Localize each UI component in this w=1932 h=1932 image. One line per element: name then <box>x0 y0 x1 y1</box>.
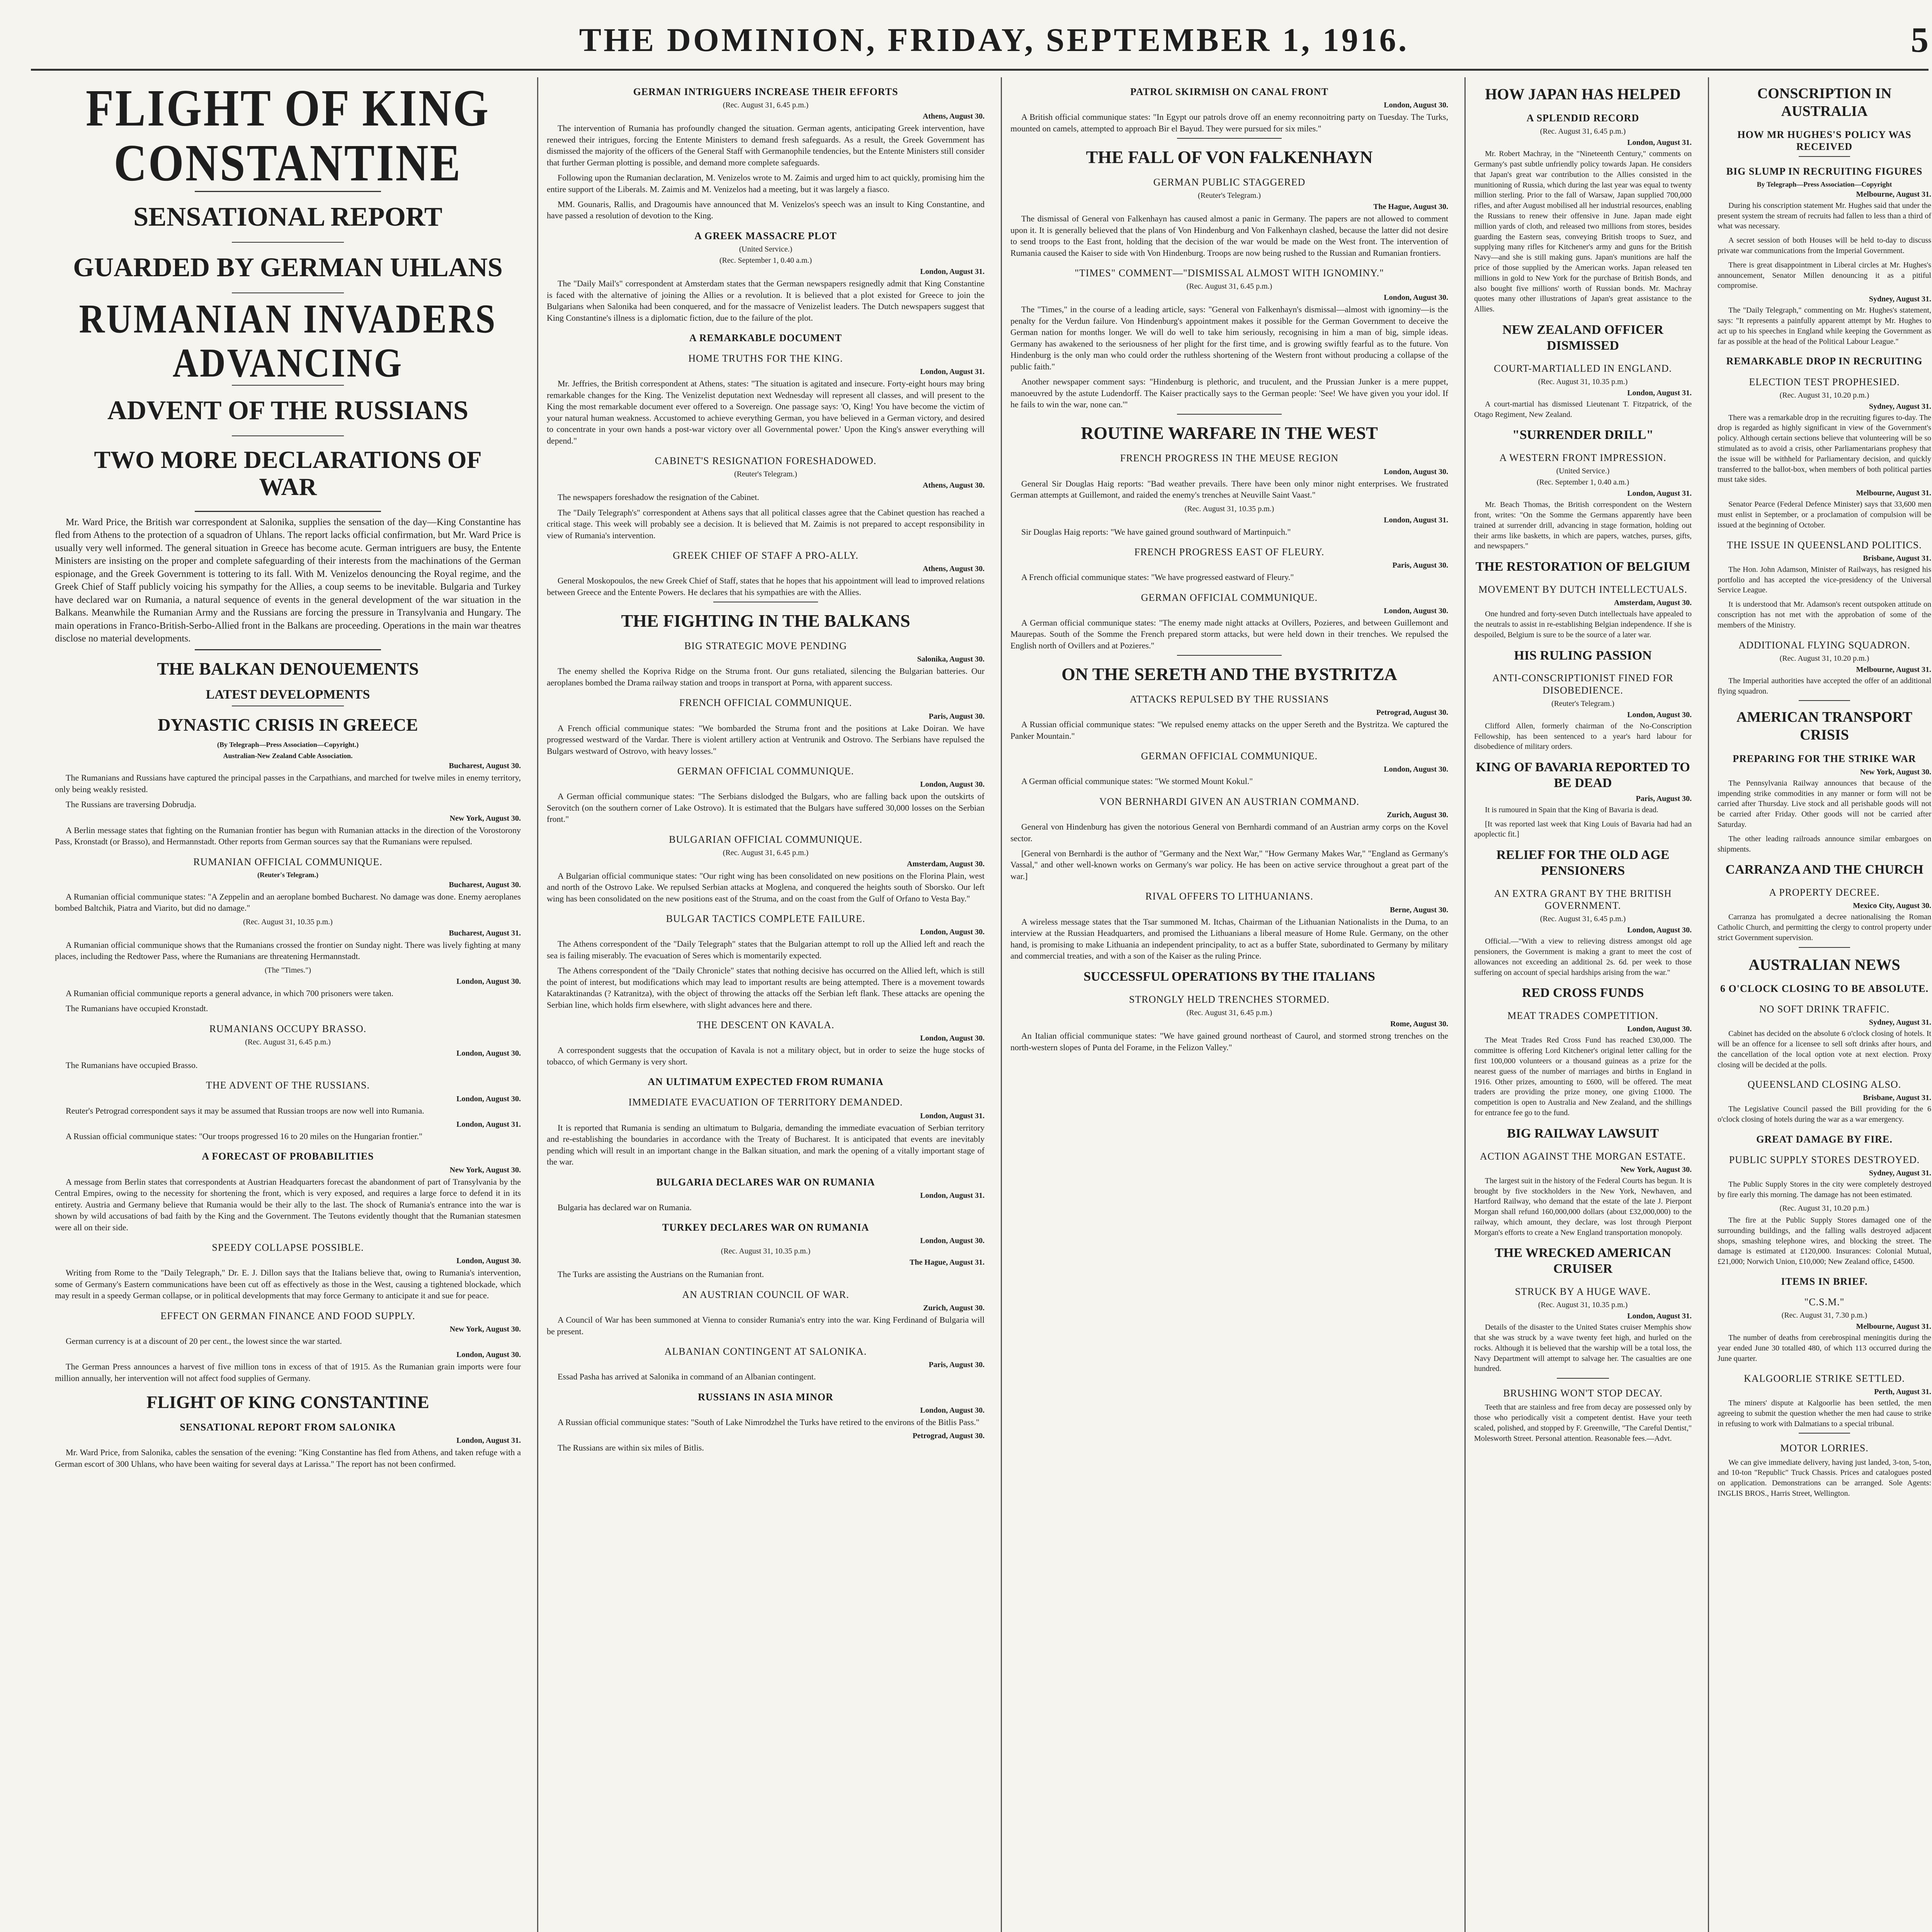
dateline: Amsterdam, August 30. <box>906 859 985 868</box>
paragraph: The German Press announces a harvest of five million tons in excess of that of 1915. As the Rumanian grain imports were four million annually, her intervention will not affect food supplies of Germany. <box>55 1362 521 1383</box>
dateline: Mexico City, August 30. <box>1853 901 1931 910</box>
dateline: London, August 30. <box>920 1034 985 1043</box>
paragraph: MM. Gounaris, Rallis, and Dragoumis have announced that M. Venizelos's speech was an insult to King Constantine, and have passed a resolution of devotion to the King. <box>547 199 985 221</box>
paragraph: The "Daily Mail's" correspondent at Amsterdam states that the German newspapers resignedly admit that King Constantine is faced with the alternative of joining the Allies or a revolution. It is believed that a plot existed for Greece to join the Bulgarians when Salonika had been conquered, and for the massacre of Venizelist leaders. The Dutch newspapers suggest that King Constantine's illness is a diplomatic fiction, due to the failure of the plot. <box>547 279 985 323</box>
dateline: Sydney, August 31. <box>1869 402 1931 411</box>
dateline: New York, August 30. <box>449 814 521 823</box>
paragraph: Mr. Beach Thomas, the British correspondent on the Western front, writes: "On the Somme the Germans apparently have been trained at surrender drill, advancing in stage formation, holding out their arms like basketts, in which are papers, watches, purses, gifts, and newspapers." <box>1474 500 1692 551</box>
paragraph: Official.—"With a view to relieving distress amongst old age pensioners, the Government is making a grant to meet the cost of allowances not exceeding an additional 2s. 6d. per week to those suffering on account of special hardships arising from the war." <box>1474 937 1692 977</box>
section-dynastic-crisis: DYNASTIC CRISIS IN GREECE <box>158 715 418 735</box>
dateline: Salonika, August 30. <box>917 655 985 664</box>
dateline: Petrograd, August 30. <box>1376 708 1448 717</box>
section-belgium: THE RESTORATION OF BELGIUM <box>1475 560 1690 574</box>
subhead: BIG SLUMP IN RECRUITING FIGURES <box>1726 165 1923 177</box>
paragraph: A Rumanian official communique states: "A Zeppelin and an aeroplane bombed Bucharest. No damage was done. Enemy aeroplanes bombed Baltchik, Piatra and Viarito, but did no damage." <box>55 891 521 913</box>
deck-rumanian-line-2: ADVANCING <box>172 340 403 386</box>
paragraph: The number of deaths from cerebrospinal meningitis during the year ended June 30 totalled 480, of which 113 occurred during the June quarter. <box>1718 1333 1931 1363</box>
subhead: A PROPERTY DECREE. <box>1769 887 1880 898</box>
paragraph: Details of the disaster to the United States cruiser Memphis show that she was struck by a wave twenty feet high, and hurled on the rocks. Although it is believed that the warship will be a total loss, the Navy Department will attempt to salvage her. The casualties are one hundred. <box>1474 1323 1692 1373</box>
dateline: Perth, August 31. <box>1874 1387 1931 1396</box>
paragraph: The Rumanians and Russians have captured the principal passes in the Carpathians, and marched for twelve miles in enemy territory, only being weakly resisted. <box>55 773 521 794</box>
dateline: London, August 31. <box>920 1191 985 1200</box>
subhead: ADDITIONAL FLYING SQUADRON. <box>1738 639 1910 651</box>
subhead: QUEENSLAND CLOSING ALSO. <box>1747 1079 1901 1090</box>
received-line: (Rec. September 1, 0.40 a.m.) <box>1536 478 1629 487</box>
subhead: "C.S.M." <box>1804 1296 1845 1308</box>
section-japan: HOW JAPAN HAS HELPED <box>1485 85 1681 103</box>
subhead: HOME TRUTHS FOR THE KING. <box>688 353 843 364</box>
dateline: London, August 31. <box>920 267 985 276</box>
subhead: HOW MR HUGHES'S POLICY WAS RECEIVED <box>1737 129 1912 153</box>
dateline: Bucharest, August 30. <box>449 880 521 889</box>
paragraph: The fire at the Public Supply Stores damaged one of the surrounding buildings, and the falling walls destroyed adjacent shops, smashing telephone wires, and blocking the street. The damage is estimated at £120,000. Insurances: Colonial Mutual, £21,000; Norwich Union, £10,000; New Zealand office, £4500. <box>1718 1216 1931 1266</box>
divider <box>1177 655 1282 656</box>
subhead: RUMANIANS OCCUPY BRASSO. <box>209 1023 367 1034</box>
dateline: New York, August 30. <box>1860 767 1931 776</box>
credit-line: Australian-New Zealand Cable Association. <box>223 752 353 760</box>
paragraph: The Athens correspondent of the "Daily Chronicle" states that nothing decisive has occurred on the Allied left, which is still the point of interest, but modifications which may lead to important results are being attempted. There is a movement towards Kataraktinandas (? Katranitza), with the object of throwing the attacks off the Serbian left flank. These attacks are opening the Serbian line, which holds firm elsewhere, with slight advances here and there. <box>547 966 985 1010</box>
column-1 <box>46 77 529 1932</box>
subhead: IMMEDIATE EVACUATION OF TERRITORY DEMANDED. <box>628 1097 903 1108</box>
paragraph: The Legislative Council passed the Bill providing for the 6 o'clock closing of hotels during the war as a war emergency. <box>1718 1105 1931 1124</box>
paragraph: Senator Pearce (Federal Defence Minister) says that 33,600 men must enlist in September, or a proclamation of compulsion will be issued at the beginning of October. <box>1718 500 1931 529</box>
subhead: GREAT DAMAGE BY FIRE. <box>1756 1134 1893 1145</box>
divider <box>195 511 381 512</box>
page-number: 5 <box>1911 20 1929 60</box>
paragraph: The Turks are assisting the Austrians on the Rumanian front. <box>558 1269 764 1279</box>
divider <box>232 242 344 243</box>
paragraph: [General von Bernhardi is the author of "Germany and the Next War," "How Germany Makes War," "England as Germany's Vassal," and other well-known works on Germany's war policy. He has been on active service throughout a great part of the war.] <box>1010 849 1448 881</box>
divider <box>1557 1378 1609 1379</box>
subhead: A SPLENDID RECORD <box>1526 112 1639 124</box>
paragraph: Essad Pasha has arrived at Salonika in command of an Albanian contingent. <box>558 1372 816 1382</box>
dateline: Melbourne, August 31. <box>1856 665 1931 674</box>
column-2 <box>537 77 993 1932</box>
section-flight: FLIGHT OF KING CONSTANTINE <box>146 1392 429 1412</box>
section-bavaria: KING OF BAVARIA REPORTED TO BE DEAD <box>1476 760 1690 791</box>
paragraph: The intervention of Rumania has profoundly changed the situation. German agents, anticipating Greek intervention, have renewed their intrigues, forcing the Entente Ministers to demand fresh safeguards. As a result, the Greek Government has dismissed the majority of the officers of the General Staff with Germanophile tendencies, but the Entente Ministers still consider that further German plotting is possible, and demand more complete safeguards. <box>547 123 985 167</box>
section-australian-news: AUSTRALIAN NEWS <box>1748 956 1900 973</box>
subhead: MEAT TRADES COMPETITION. <box>1507 1010 1658 1022</box>
section-falkenhayn: THE FALL OF VON FALKENHAYN <box>1086 147 1373 167</box>
dateline: Bucharest, August 31. <box>449 929 521 937</box>
dateline: London, August 31. <box>920 367 985 376</box>
paragraph: A Rumanian official communique shows that the Rumanians crossed the frontier on Sunday night. There was lively fighting at many places, including the Redtower Pass, where the Rumanians are threatening Hermannstadt. <box>55 940 521 961</box>
paragraph: The miners' dispute at Kalgoorlie has been settled, the men agreeing to submit the question whether the men had cause to strike in refusing to work with Dalmatians to a special tribunal. <box>1718 1398 1931 1428</box>
section-fighting-balkans: THE FIGHTING IN THE BALKANS <box>621 611 910 631</box>
paragraph: A Russian official communique states: "Our troops progressed 16 to 20 miles on the Hungarian frontier." <box>66 1131 423 1141</box>
dateline: Bucharest, August 30. <box>449 762 521 770</box>
received-line: (Rec. August 31, 10.35 p.m.) <box>243 917 333 926</box>
paragraph: An Italian official communique states: "We have gained ground northeast of Caurol, and stormed strong trenches on the north-western slopes of Punta del Forame, in the Felizon Valley." <box>1010 1031 1448 1052</box>
paragraph: It is reported that Rumania is sending an ultimatum to Bulgaria, demanding the immediate evacuation of Serbian territory and re-establishing the boundaries in accordance with the Treaty of Bucharest. It is anticipated that events are inevitably pending which will result in an important change in the Balkan situation, and mark the opening of a vitally important stage of the war. <box>547 1122 985 1167</box>
deck-sensational-report: SENSATIONAL REPORT <box>133 202 442 232</box>
dateline: The Hague, August 31. <box>910 1258 985 1267</box>
received-line: (Rec. August 31, 6.45 p.m.) <box>245 1037 331 1046</box>
paragraph: The Pennsylvania Railway announces that because of the impending strike commodities in any manner or form will not be carried after Thursday. Live stock and all perishable goods will not be carried after Friday. Other goods will not be carried after Saturday. <box>1718 779 1931 829</box>
received-line: (Rec. August 31, 7.30 p.m.) <box>1781 1311 1867 1320</box>
dateline: London, August 30. <box>456 977 521 986</box>
dateline: London, August 30. <box>1384 606 1448 615</box>
paragraph: A wireless message states that the Tsar summoned M. Itchas, Chairman of the Lithuanian Nationalists in the Duma, to an interview at the Russian Headquarters, and promised the Lithuanians a liberal measure of Home Rule. Germany, on the other hand, is promising to make Lithuania an independent principality, to act as a buffer State, subordinated to Germany by military and commercial treaties, and with a son of the Kaiser as the ruling Prince. <box>1010 917 1448 961</box>
divider <box>1177 138 1282 139</box>
dateline: Paris, August 30. <box>929 1361 985 1369</box>
subhead: ELECTION TEST PROPHESIED. <box>1749 376 1900 388</box>
subhead: THE ISSUE IN QUEENSLAND POLITICS. <box>1727 539 1922 551</box>
subhead: BIG STRATEGIC MOVE PENDING <box>684 640 847 652</box>
dateline: Brisbane, August 31. <box>1863 1094 1931 1102</box>
section-cruiser: THE WRECKED AMERICAN CRUISER <box>1495 1246 1671 1276</box>
paragraph: A German official communique states: "The Serbians dislodged the Bulgars, who are falling back upon the outskirts of Serovitch (on the southern corner of Lake Ostrovo). It is estimated that the Bulgars have suffered 30,000 losses on the Serbian front." <box>547 791 985 824</box>
paragraph: The Meat Trades Red Cross Fund has reached £30,000. The committee is offering Lord Kitchener's original letter calling for the first 100,000 volunteers or a thousand guineas as a prize for the nearest guess of the number of marriages and births in England in 1916. Other prizes, amounting to £600, will be offered. The meat traders are providing the prize money, one giving £1000. The competition is open to Australia and New Zealand, and the shillings for entrance fee go to the fund. <box>1474 1036 1692 1117</box>
dateline: London, August 31. <box>456 1436 521 1445</box>
dateline: Melbourne, August 31. <box>1856 1322 1931 1331</box>
masthead-title: THE DOMINION, FRIDAY, SEPTEMBER 1, 1916. <box>579 21 1409 58</box>
received-line: (Rec. August 31, 6.45 p.m.) <box>1540 915 1626 923</box>
paragraph: The dismissal of General von Falkenhayn has caused almost a panic in Germany. The papers are not allowed to comment upon it. It is generally believed that the plans of Von Hindenburg and Von Falkenhayn clashed, because the latter did not desire to send troops to the East front, holding that the decision of the war would be made on the West front. The intervention of Rumania caused the Kaiser to side with Von Hindenburg. Troops are now being rushed to the Russian and Rumanian frontiers. <box>1010 214 1448 258</box>
deck-declarations-line-1: TWO MORE DECLARATIONS OF <box>94 446 482 473</box>
received-line: (Rec. August 31, 6.45 p.m.) <box>723 848 809 857</box>
dateline: London, August 30. <box>1384 293 1448 302</box>
received-line: (Rec. August 31, 6.45 p.m.) <box>1540 127 1626 136</box>
subhead: NO SOFT DRINK TRAFFIC. <box>1759 1003 1890 1015</box>
source-line: (United Service.) <box>739 245 793 254</box>
subhead: SENSATIONAL REPORT FROM SALONIKA <box>180 1422 396 1433</box>
divider <box>1177 414 1282 415</box>
subhead: ITEMS IN BRIEF. <box>1781 1276 1868 1287</box>
paragraph: A Berlin message states that fighting on the Rumanian frontier has begun with Rumanian attacks in the direction of the Vorostorony Pass, Kronstadt (or Brasso), and Hermannstadt. Other reports from German sources say that the Rumanians were repulsed. <box>55 825 521 847</box>
subhead: ACTION AGAINST THE MORGAN ESTATE. <box>1480 1150 1686 1162</box>
dateline: London, August 30. <box>456 1350 521 1359</box>
paragraph: Mr. Jeffries, the British correspondent at Athens, states: "The situation is agitated and insecure. Forty-eight hours may bring remarkable changes for the King. The Venizelist deputation next Wednesday will represent all classes, and will present to the King the most remarkable document ever offered to a Sovereign. One passage says: 'O, King! You have become the victim of your natural human weakness. Accustomed to achieve everything German, you have believed in a German victory, and desired to concentrate in your own hands a post-war victory over all Governmental power.' Upon the King's answer everything will depend." <box>547 379 985 446</box>
received-line: (Rec. August 31, 10.35 p.m.) <box>1538 377 1628 386</box>
column-3 <box>1001 77 1457 1932</box>
dateline: Berne, August 30. <box>1389 905 1448 914</box>
advert-text: We can give immediate delivery, having just landed, 3-ton, 5-ton, and 10-ton "Republic" Truck Chassis. Prices and catalogues posted on application. Demonstrations can be arranged. Sole Agents: INGLIS BROS., Harris Street, Wellington. <box>1718 1458 1931 1498</box>
subhead: GERMAN OFFICIAL COMMUNIQUE. <box>1141 592 1318 603</box>
dateline: Brisbane, August 31. <box>1863 554 1931 563</box>
paragraph: The Rumanians have occupied Brasso. <box>66 1060 198 1070</box>
dateline: London, August 30. <box>1627 710 1692 719</box>
source-line: (Reuter's Telegram.) <box>1198 191 1261 200</box>
paragraph: It is rumoured in Spain that the King of Bavaria is dead. <box>1485 805 1658 814</box>
section-carranza: CARRANZA AND THE CHURCH <box>1725 862 1923 877</box>
paragraph: A French official communique states: "We have progressed eastward of Fleury." <box>1021 572 1294 582</box>
subhead: AN EXTRA GRANT BY THE BRITISH GOVERNMENT. <box>1494 888 1672 911</box>
credit-line: (By Telegraph—Press Association—Copyright.) <box>217 741 359 749</box>
subhead: TURKEY DECLARES WAR ON RUMANIA <box>662 1222 869 1233</box>
dateline: London, August 30. <box>1384 101 1448 110</box>
dateline: London, August 30. <box>456 1094 521 1103</box>
paragraph: Reuter's Petrograd correspondent says it may be assumed that Russian troops are now well into Rumania. <box>66 1105 424 1116</box>
dateline: New York, August 30. <box>449 1165 521 1174</box>
dateline: London, August 30. <box>456 1257 521 1265</box>
subhead: FRENCH OFFICIAL COMMUNIQUE. <box>679 697 852 709</box>
divider <box>195 649 381 650</box>
paragraph: A correspondent suggests that the occupation of Kavala is not a military object, but in order to seize the huge stocks of tobacco, of which Germany is very short. <box>547 1045 985 1066</box>
section-railway-lawsuit: BIG RAILWAY LAWSUIT <box>1507 1126 1659 1141</box>
received-line: (Rec. August 31, 6.45 p.m.) <box>1186 282 1272 291</box>
paragraph: General Sir Douglas Haig reports: "Bad weather prevails. There have been only minor night enterprises. We frustrated German attempts at Guillemont, and raided the enemy's trenches at Neuville Saint Vaast." <box>1010 478 1448 500</box>
paragraph: A Russian official communique states: "We repulsed enemy attacks on the upper Sereth and the Bystritza. We captured the Panker Mountain." <box>1010 719 1448 741</box>
dateline: London, August 30. <box>920 928 985 937</box>
paragraph: The "Daily Telegraph," commenting on Mr. Hughes's statement, says: "It represents a painfully apparent attempt by Mr. Hughes to act up to his speeches in England while keeping the Government as far as possible at the head of the Political Labour League." <box>1718 306 1931 346</box>
section-balkan-denouements: THE BALKAN DENOUEMENTS <box>157 658 419 679</box>
paragraph: A message from Berlin states that correspondents at Austrian Headquarters forecast the abandonment of part of Transylvania by the Central Empires, owing to the necessity for shortening the front, which is very exposed, and requires a large force to defend it in its entirety. Austria and Germany believe that Rumania would be their ally to the last. The shock of Rumania's entrance into the war is shown by wild accusations of bad faith by the King and the Government. The Teutons evidently thought that the Rumanian statesmen were all on their side. <box>55 1177 521 1232</box>
deck-rumanian-line-1: RUMANIAN INVADERS <box>79 296 497 342</box>
paragraph: A Russian official communique states: "South of Lake Nimrodzhel the Turks have retired to the environs of the Bitlis Pass." <box>558 1417 980 1427</box>
paragraph: A secret session of both Houses will be held to-day to discuss private war communications from the Imperial Government. <box>1718 236 1931 255</box>
received-line: (Rec. August 31, 10.35 p.m.) <box>721 1247 811 1256</box>
dateline: Petrograd, August 30. <box>912 1432 985 1440</box>
subhead: BULGAR TACTICS COMPLETE FAILURE. <box>666 913 866 925</box>
subhead: EFFECT ON GERMAN FINANCE AND FOOD SUPPLY. <box>160 1310 415 1321</box>
advert-heading: MOTOR LORRIES. <box>1780 1442 1869 1454</box>
paragraph: Mr. Ward Price, from Salonika, cables the sensation of the evening: "King Constantine has fled from Athens, and taken refuge with a German escort of 300 Uhlans, who have been waiting for several days at Larissa." The report has not been confirmed. <box>55 1447 521 1469</box>
main-headline-line-2: CONSTANTINE <box>114 133 462 192</box>
dateline: The Hague, August 30. <box>1373 202 1448 211</box>
paragraph: There is great disappointment in Liberal circles at Mr. Hughes's announcement, Senator Millen denouncing it as a pitiful compromise. <box>1718 260 1931 290</box>
column-4 <box>1464 77 1700 1932</box>
section-american-transport: AMERICAN TRANSPORT CRISIS <box>1736 709 1913 743</box>
dateline: Paris, August 30. <box>1636 794 1692 803</box>
subhead: BULGARIA DECLARES WAR ON RUMANIA <box>656 1176 875 1188</box>
subhead: COURT-MARTIALLED IN ENGLAND. <box>1494 362 1672 374</box>
paragraph: A Rumanian official communique reports a general advance, in which 700 prisoners were taken. <box>66 988 394 998</box>
subhead: CABINET'S RESIGNATION FORESHADOWED. <box>655 455 877 467</box>
paragraph: Clifford Allen, formerly chairman of the No-Conscription Fellowship, has been sentenced to a year's hard labour for disobedience of military orders. <box>1474 721 1692 751</box>
source-line: (The "Times.") <box>264 966 311 975</box>
paragraph: Another newspaper comment says: "Hindenburg is plethoric, and truculent, and the Prussian Junker is a mere puppet, manoeuvred by the astute Ludendorff. The Kaiser practically says to the German people: 'See! We have given you your idol. If he fails to win the war, none can.'" <box>1010 377 1448 410</box>
divider <box>1799 700 1850 701</box>
received-line: (Rec. August 31, 10.20 p.m.) <box>1779 391 1869 400</box>
subhead: FRENCH PROGRESS EAST OF FLEURY. <box>1134 546 1325 558</box>
dateline: Melbourne, August 31. <box>1856 489 1931 498</box>
paragraph: Sir Douglas Haig reports: "We have gained ground southward of Martinpuich." <box>1021 527 1291 537</box>
paragraph: Cabinet has decided on the absolute 6 o'clock closing of hotels. It will be an offence for a licensee to sell soft drinks after hours, and the cancellation of the local option vote at next election. Proxy closing will be decided at the polls. <box>1718 1029 1931 1069</box>
subhead: ALBANIAN CONTINGENT AT SALONIKA. <box>664 1345 867 1357</box>
paragraph: A German official communique states: "The enemy made night attacks at Ovillers, Pozieres, and between Guillemont and Maurepas. South of the Somme the French prepared storm attacks, but were held down in their trenches. We repulsed the English north of Ovillers and at Pozieres." <box>1010 617 1448 650</box>
paragraph: General von Hindenburg has given the notorious General von Bernhardi command of an Austrian army corps on the Kovel sector. <box>1010 822 1448 843</box>
dateline: London, August 30. <box>1384 467 1448 476</box>
dateline: Paris, August 30. <box>929 712 985 721</box>
dateline: Athens, August 30. <box>922 565 985 573</box>
credit-line: (Reuter's Telegram.) <box>257 871 318 879</box>
subhead: RUMANIAN OFFICIAL COMMUNIQUE. <box>193 856 383 867</box>
subhead: STRONGLY HELD TRENCHES STORMED. <box>1129 994 1330 1005</box>
paragraph: During his conscription statement Mr. Hughes said that under the present system the stream of recruits had fallen to less than a third of what was necessary. <box>1718 201 1931 231</box>
received-line: (Rec. August 31, 10.20 p.m.) <box>1779 1204 1869 1213</box>
deck-advent: ADVENT OF THE RUSSIANS <box>107 395 469 425</box>
subhead: A FORECAST OF PROBABILITIES <box>202 1151 374 1162</box>
section-conscription: CONSCRIPTION IN AUSTRALIA <box>1757 85 1892 119</box>
received-line: (Rec. August 31, 6.45 p.m.) <box>723 101 809 110</box>
section-nz-officer: NEW ZEALAND OFFICER DISMISSED <box>1502 322 1663 353</box>
section-latest-developments: LATEST DEVELOPMENTS <box>206 687 370 702</box>
section-red-cross: RED CROSS FUNDS <box>1522 986 1644 1000</box>
lead-paragraph: Mr. Ward Price, the British war correspondent at Salonika, supplies the sensation of the day—King Constantine has fled from Athens to the protection of a squadron of Uhlans. The report lacks official confirmation, but Mr. Ward Price is usually very well informed. The general situation in Greece has become acute. German intriguers are busy, the Entente Ministers are insisting on the proper and complete safeguarding of their interests from the machinations of the German espionage, and the Greek Government is tottering to its fall. With M. Venizelos denouncing the Royal regime, and the Greek Chief of Staff publicly voicing his sympathy for the Allies, a coup seems to be inevitable. Bulgaria and Turkey have declared war on Rumania, a natural sequence of events in the general development of the war situation in the Balkans. Meanwhile the Rumanian Army and the Russians are forcing the pressure in Transylvania and Hungary. The main operations in Franco-British-Serbo-Allied front in the Balkans are proceeding. Operations in the main war theatres disclose no material developments. <box>55 517 521 644</box>
dateline: Sydney, August 31. <box>1869 1169 1931 1178</box>
paragraph: German currency is at a discount of 20 per cent., the lowest since the war started. <box>66 1336 342 1346</box>
paragraph: The Rumanians have occupied Kronstadt. <box>66 1003 208 1014</box>
subhead: "TIMES" COMMENT—"DISMISSAL ALMOST WITH IGNOMINY." <box>1075 267 1384 279</box>
deck-declarations-line-2: WAR <box>259 473 317 501</box>
subhead: ATTACKS REPULSED BY THE RUSSIANS <box>1129 694 1329 705</box>
paragraph: A court-martial has dismissed Lieutenant T. Fitzpatrick, of the Otago Regiment, New Zealand. <box>1474 400 1692 419</box>
dateline: London, August 31. <box>1627 489 1692 498</box>
paragraph: Bulgaria has declared war on Rumania. <box>558 1202 692 1212</box>
subhead: MOVEMENT BY DUTCH INTELLECTUALS. <box>1478 584 1687 595</box>
subhead: FRENCH PROGRESS IN THE MEUSE REGION <box>1120 452 1339 464</box>
subhead: PUBLIC SUPPLY STORES DESTROYED. <box>1729 1154 1920 1166</box>
subhead: SPEEDY COLLAPSE POSSIBLE. <box>212 1242 364 1253</box>
dateline: London, August 31. <box>1627 138 1692 147</box>
source-line: (Reuter's Telegram.) <box>1551 699 1614 708</box>
masthead <box>31 11 1929 71</box>
dateline: Amsterdam, August 30. <box>1614 599 1692 607</box>
dateline: London, August 30. <box>1627 1025 1692 1034</box>
subhead: ANTI-CONSCRIPTIONIST FINED FOR DISOBEDIENCE. <box>1492 672 1673 696</box>
subhead: AN ULTIMATUM EXPECTED FROM RUMANIA <box>648 1076 884 1088</box>
subhead: REMARKABLE DROP IN RECRUITING <box>1726 355 1923 367</box>
subhead: VON BERNHARDI GIVEN AN AUSTRIAN COMMAND. <box>1099 796 1359 807</box>
column-5 <box>1708 77 1932 1932</box>
paragraph: The Athens correspondent of the "Daily Telegraph" states that the Bulgarian attempt to roll up the Allied left and reach the sea is failing miserably. The evacuation of Seres which is momentarily expected. <box>547 939 985 960</box>
divider <box>232 435 344 436</box>
paragraph: A French official communique states: "We bombarded the Struma front and the positions at Lake Doiran. We have progressed westward of the Vardar. There is violent artillery action at Ventrunik and Ostrovo. The Serbians have repulsed the Bulgars westward of Ostrovo, with heavy losses." <box>547 723 985 756</box>
paragraph: [It was reported last week that King Louis of Bavaria had had an apoplectic fit.] <box>1474 820 1692 839</box>
dateline: New York, August 30. <box>1620 1165 1692 1174</box>
subhead: 6 O'CLOCK CLOSING TO BE ABSOLUTE. <box>1720 983 1929 994</box>
subhead: THE ADVENT OF THE RUSSIANS. <box>206 1080 370 1091</box>
paragraph: The "Daily Telegraph's" correspondent at Athens says that all political classes agree that the Cabinet question has reached a critical stage. This week will probably see a decision. It is believed that M. Zaimis is not prepared to accept responsibility in view of Rumania's intervention. <box>547 507 985 540</box>
paragraph: Carranza has promulgated a decree nationalising the Roman Catholic Church, and permitting the clergy to control property under strict Government supervision. <box>1718 913 1931 942</box>
subhead: KALGOORLIE STRIKE SETTLED. <box>1744 1372 1905 1384</box>
advert-text: Teeth that are stainless and free from decay are possessed only by those who periodically visit a competent dentist. Have your teeth scaled, polished, and stopped by F. Greenwille, "The Careful Dentist," Molesworth Street. Personal attention. Reasonable fees.—Advt. <box>1474 1403 1692 1443</box>
paragraph: The Hon. John Adamson, Minister of Railways, has resigned his portfolio and has accepted the vice-presidency of the Universal Service League. <box>1718 565 1931 595</box>
paragraph: The newspapers foreshadow the resignation of the Cabinet. <box>558 492 759 502</box>
credit-line: By Telegraph—Press Association—Copyright <box>1757 180 1892 188</box>
dateline: London, August 31. <box>1627 388 1692 397</box>
paragraph: It is understood that Mr. Adamson's recent outspoken attitude on conscription has not met with the approbation of some of the members of the Ministry. <box>1718 600 1931 629</box>
deck-guarded: GUARDED BY GERMAN UHLANS <box>73 252 503 282</box>
subhead: A GREEK MASSACRE PLOT <box>694 230 837 242</box>
subhead: BULGARIAN OFFICIAL COMMUNIQUE. <box>669 833 862 845</box>
subhead: GERMAN OFFICIAL COMMUNIQUE. <box>677 765 854 777</box>
subhead: A WESTERN FRONT IMPRESSION. <box>1499 452 1667 464</box>
dateline: London, August 30. <box>1384 765 1448 774</box>
subhead: PATROL SKIRMISH ON CANAL FRONT <box>1130 86 1328 97</box>
subhead: RIVAL OFFERS TO LITHUANIANS. <box>1145 891 1313 902</box>
divider <box>1799 1433 1850 1434</box>
dateline: London, August 30. <box>1627 926 1692 935</box>
dateline: New York, August 30. <box>449 1325 521 1333</box>
dateline: London, August 31. <box>456 1120 521 1129</box>
paragraph: One hundred and forty-seven Dutch intellectuals have appealed to the neutrals to assist in re-establishing Belgian independence. If she is despoiled, Belgium is sure to be the source of a later war. <box>1474 610 1692 639</box>
received-line: (Rec. August 31, 10.35 p.m.) <box>1184 504 1274 513</box>
subhead: GREEK CHIEF OF STAFF A PRO-ALLY. <box>673 550 859 561</box>
paragraph: The Imperial authorities have accepted the offer of an additional flying squadron. <box>1718 676 1931 696</box>
lead-article <box>55 516 521 645</box>
received-line: (Rec. August 31, 10.35 p.m.) <box>1538 1301 1628 1310</box>
paragraph: A British official communique states: "In Egypt our patrols drove off an enemy reconnoitring party on Tuesday. The Turks, mounted on camels, attempted to approach Bir el Bayud. They were pursued for six miles." <box>1010 112 1448 133</box>
paragraph: Writing from Rome to the "Daily Telegraph," Dr. E. J. Dillon says that the Italians believe that, owing to Rumania's intervention, some of Germany's Eastern communications have been cut off as effectively as those in the West, causing a tightened blockade, which may result in a speedy German collapse, or in political developments that may force Germany to anticipate it and sue for peace. <box>55 1268 521 1301</box>
paragraph: The Russians are traversing Dobrudja. <box>66 799 196 810</box>
dateline: London, August 31. <box>920 1111 985 1120</box>
dateline: Rome, August 30. <box>1390 1020 1448 1029</box>
dateline: Melbourne, August 31. <box>1856 190 1931 199</box>
main-headline-line-1: FLIGHT OF KING <box>85 79 490 137</box>
paragraph: The largest suit in the history of the Federal Courts has begun. It is brought by five stockholders in the New York, Newhaven, and Hartford Railway, who demand that the estate of the late J. Pierpont Morgan shall refund 160,000,000 dollars (about £32,000,000) to the railway, which amount, they declare, was lost through Pierpont Morgan's efforts to create a New England transportation monopoly. <box>1474 1176 1692 1237</box>
paragraph: The "Times," in the course of a leading article, says: "General von Falkenhayn's dismissal—almost with ignominy—is the penalty for the Verdun failure. Von Hindenburg's appointment makes it possible for the German Government to deceive the German nation for months longer. We will do well to take him seriously, recognising in him a man of big, simple ideas. Germany has awakened to the seriousness of her plight for the first time, and is growing swiftly fearful as to the future. Von Hindenburg is the only man who could order the ruthless shortening of the Western front without producing a collapse of the public faith." <box>1010 304 1448 371</box>
dateline: Athens, August 30. <box>922 481 985 490</box>
divider <box>1799 947 1850 948</box>
dateline: London, August 30. <box>920 780 985 789</box>
received-line: (Rec. September 1, 0.40 a.m.) <box>719 256 812 265</box>
dateline: Paris, August 30. <box>1392 561 1448 570</box>
subhead: A REMARKABLE DOCUMENT <box>689 332 842 344</box>
dateline: Athens, August 30. <box>922 112 985 121</box>
received-line: (Rec. August 31, 6.45 p.m.) <box>1186 1009 1272 1017</box>
paragraph: Mr. Robert Machray, in the "Nineteenth Century," comments on Germany's past subtle unfriendly policy towards Japan. He considers that Japan's great war contribution to the Allies consisted in the munitioning of Russia, which during the last year was equal to twenty million sterling. Prior to the fall of Warsaw, Japan supplied 700,000 rifles, and after August mobilised all her industrial resources, enabling the Russians to renew their offensive in June. Japan made eight million yards of cloth, and released two millions from stores, besides guarding the Eastern seas, conveying British troops to Suez, and supplying many rifles for Kitchener's army and guns for the British Navy—and she is still making guns. Japan's munitions are half the price of those supplied by the American works. Japan released ten millions in gold to New York for the purchase of British Bonds, and also bought five millions' worth of Russian bonds. Mr. Machray quotes many other illustrations of Japan's great assistance to the Allies. <box>1474 150 1692 314</box>
paragraph: There was a remarkable drop in the recruiting figures to-day. The drop is regarded as highly significant in view of the Government's policy. Although certain sections believe that volunteering will be so stimulated as to avoid a crisis, other Parliamentarians prophesy that the issue will be withheld for Parliamentary decision, and quickly transferred to the ballot-box, when members of both political parties must take sides. <box>1718 413 1931 484</box>
dateline: Sydney, August 31. <box>1869 295 1931 304</box>
paragraph: A German official communique states: "We stormed Mount Kokul." <box>1021 776 1253 786</box>
section-sereth: ON THE SERETH AND THE BYSTRITZA <box>1061 664 1397 684</box>
paragraph: The other leading railroads announce similar embargoes on shipments. <box>1718 834 1931 854</box>
subhead: GERMAN PUBLIC STAGGERED <box>1153 177 1306 188</box>
dateline: London, August 31. <box>1627 1312 1692 1321</box>
section-italians: SUCCESSFUL OPERATIONS BY THE ITALIANS <box>1083 969 1375 984</box>
divider <box>1799 156 1850 157</box>
subhead: PREPARING FOR THE STRIKE WAR <box>1733 753 1916 764</box>
subhead: THE DESCENT ON KAVALA. <box>697 1019 835 1031</box>
dateline: London, August 30. <box>456 1049 521 1058</box>
dateline: Zurich, August 30. <box>1387 811 1448 820</box>
dateline: Sydney, August 31. <box>1869 1018 1931 1027</box>
subhead: RUSSIANS IN ASIA MINOR <box>698 1391 833 1403</box>
paragraph: A Council of War has been summoned at Vienna to consider Rumania's entry into the war. King Ferdinand of Bulgaria will be present. <box>547 1315 985 1336</box>
advert-heading: BRUSHING WON'T STOP DECAY. <box>1503 1388 1663 1399</box>
received-line: (Rec. August 31, 10.20 p.m.) <box>1779 654 1869 663</box>
section-ruling-passion: HIS RULING PASSION <box>1514 648 1652 663</box>
dateline: Zurich, August 30. <box>923 1304 985 1313</box>
subhead: STRUCK BY A HUGE WAVE. <box>1515 1286 1651 1298</box>
paragraph: The Public Supply Stores in the city were completely destroyed by fire early this morning. The damage has not been estimated. <box>1718 1180 1931 1199</box>
paragraph: Following upon the Rumanian declaration, M. Venizelos wrote to M. Zaimis and urged him to act quickly, promising him the entire support of the Liberals. M. Zaimis and M. Venizelos had a meeting, but it was largely a fiasco. <box>547 173 985 194</box>
paragraph: The Russians are within six miles of Bitlis. <box>558 1443 704 1453</box>
paragraph: A Bulgarian official communique states: "Our right wing has been consolidated on new positions on the Florina Plain, west and north of the Ostrovo Lake. We repulsed Serbian attacks at Moglena, and conquered the heights south of Sborsko. Our left wing has been consolidated on the new positions east of the Struma, and on the coast from the Gulf of Orfano to Vesta Bay." <box>547 871 985 903</box>
section-surrender-drill: "SURRENDER DRILL" <box>1512 428 1654 442</box>
dateline: London, August 30. <box>920 1406 985 1415</box>
subhead: GERMAN OFFICIAL COMMUNIQUE. <box>1141 750 1318 762</box>
subhead: GERMAN INTRIGUERS INCREASE THEIR EFFORTS <box>633 86 898 97</box>
dateline: London, August 31. <box>1384 515 1448 524</box>
source-line: (United Service.) <box>1556 467 1610 476</box>
subhead: AN AUSTRIAN COUNCIL OF WAR. <box>682 1289 849 1300</box>
section-pensioners: RELIEF FOR THE OLD AGE PENSIONERS <box>1496 848 1670 878</box>
section-routine-warfare: ROUTINE WARFARE IN THE WEST <box>1081 423 1378 443</box>
paragraph: General Moskopoulos, the new Greek Chief of Staff, states that he hopes that his appointment will lead to improved relations between Greece and the Entente Powers. He declares that his sympathies are with the Allies. <box>547 576 985 597</box>
dateline: London, August 30. <box>920 1236 985 1245</box>
paragraph: The enemy shelled the Kopriva Ridge on the Struma front. Our guns retaliated, silencing the Bulgarian batteries. Our aeroplanes bombed the Drama railway station and troops in transport at Porna, with apparent success. <box>547 666 985 687</box>
source-line: (Reuter's Telegram.) <box>734 470 797 479</box>
